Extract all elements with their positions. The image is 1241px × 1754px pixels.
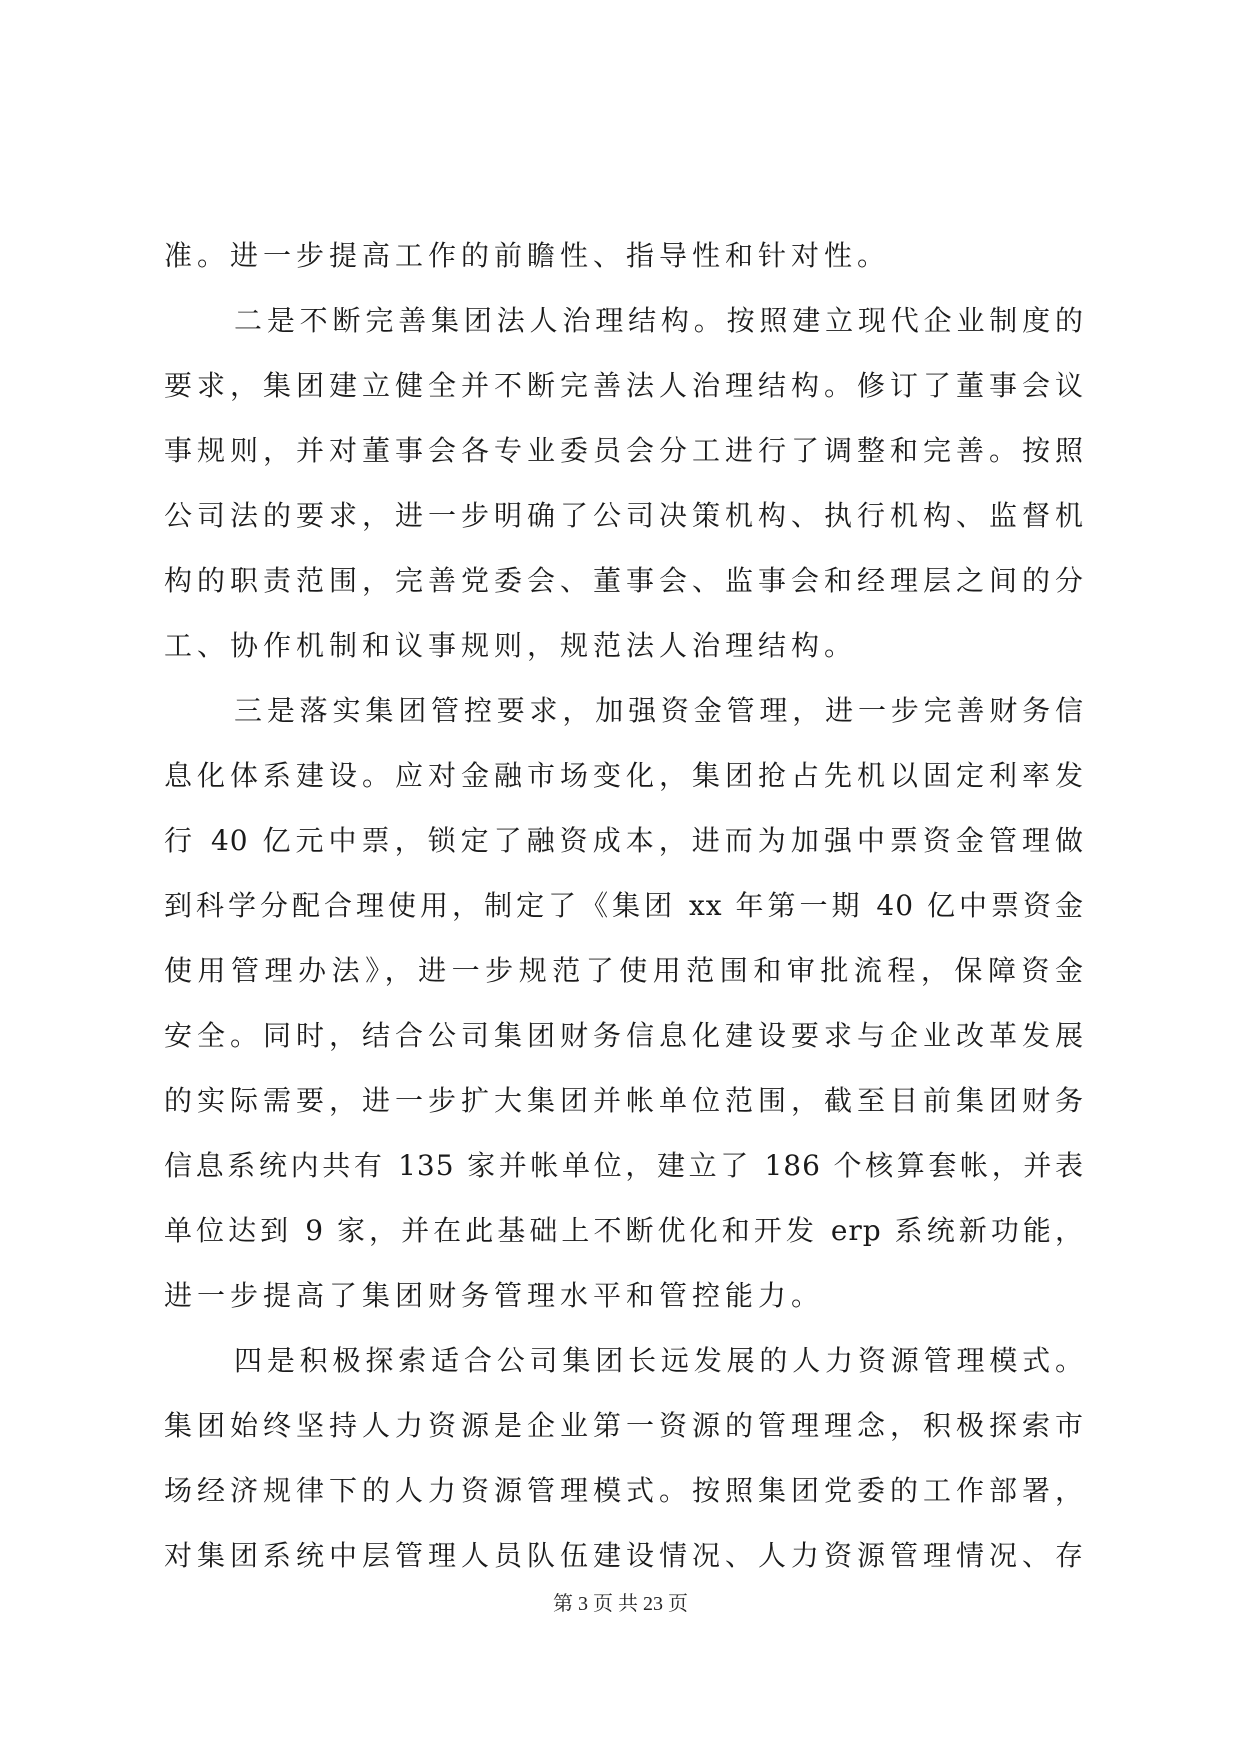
text-line-19: 集团始终坚持人力资源是企业第一资源的管理理念，积极探索市 (164, 1409, 1084, 1442)
text-line-18: 四是积极探索适合公司集团长远发展的人力资源管理模式。 (234, 1344, 1084, 1377)
text-line-5: 公司法的要求，进一步明确了公司决策机构、执行机构、监督机 (164, 499, 1084, 532)
text-line-8: 三是落实集团管控要求，加强资金管理，进一步完善财务信 (234, 694, 1084, 727)
text-line-2: 二是不断完善集团法人治理结构。按照建立现代企业制度的 (234, 304, 1084, 337)
text-line-21: 对集团系统中层管理人员队伍建设情况、人力资源管理情况、存 (164, 1539, 1084, 1572)
text-line-1: 准。进一步提高工作的前瞻性、指导性和针对性。 (164, 239, 891, 272)
text-line-17: 进一步提高了集团财务管理水平和管控能力。 (164, 1279, 825, 1312)
text-line-15: 信息系统内共有 135 家并帐单位，建立了 186 个核算套帐，并表 (164, 1149, 1084, 1182)
text-line-4: 事规则，并对董事会各专业委员会分工进行了调整和完善。按照 (164, 434, 1084, 467)
page-footer: 第 3 页 共 23 页 (553, 1593, 688, 1615)
text-line-11: 到科学分配合理使用，制定了《集团 xx 年第一期 40 亿中票资金 (164, 889, 1084, 922)
text-line-13: 安全。同时，结合公司集团财务信息化建设要求与企业改革发展 (164, 1019, 1084, 1052)
text-line-16: 单位达到 9 家，并在此基础上不断优化和开发 erp 系统新功能， (164, 1214, 1084, 1247)
text-line-20: 场经济规律下的人力资源管理模式。按照集团党委的工作部署， (164, 1474, 1084, 1507)
text-line-12: 使用管理办法》，进一步规范了使用范围和审批流程，保障资金 (164, 954, 1084, 987)
text-line-10: 行 40 亿元中票，锁定了融资成本，进而为加强中票资金管理做 (164, 824, 1084, 857)
text-line-3: 要求，集团建立健全并不断完善法人治理结构。修订了董事会议 (164, 369, 1084, 402)
text-line-6: 构的职责范围，完善党委会、董事会、监事会和经理层之间的分 (164, 564, 1084, 597)
text-line-14: 的实际需要，进一步扩大集团并帐单位范围，截至目前集团财务 (164, 1084, 1084, 1117)
text-line-9: 息化体系建设。应对金融市场变化，集团抢占先机以固定利率发 (164, 759, 1084, 792)
text-line-7: 工、协作机制和议事规则，规范法人治理结构。 (164, 629, 858, 662)
